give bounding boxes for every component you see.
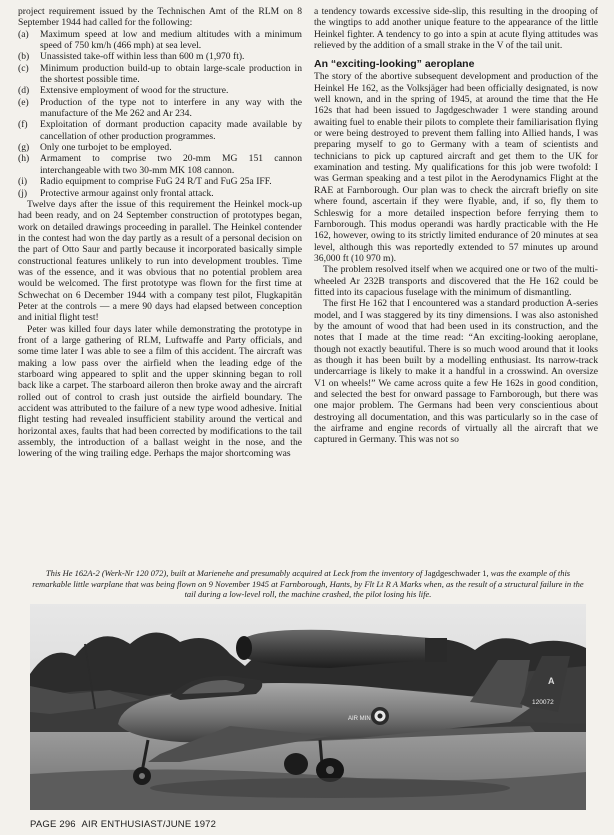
section-heading: An “exciting-looking” aeroplane bbox=[314, 58, 475, 71]
requirement-text: Radio equipment to comprise FuG 24 R/T and FuG 25a IFF. bbox=[40, 176, 272, 188]
requirement-label: (i) bbox=[18, 176, 28, 188]
story-paragraph: The story of the abortive subsequent development and production of the Heinkel He 162, as the Volksjäger had been officially designated, is now well known, and in the spring of 1945, at around the time that the He 162s that had been issued to Jagdgeschwader 1 were standing around awaiting fuel to enable their pilots to complete their familiarisation flying or were being destroyed to prevent them falling into Allied hands, I was preparing myself to go to Germany with a team of scientists and technicians to pick up captured aircraft and get them to the UK for examination and testing. My qualifications for this job were twofold: I was German speaking and a test pilot in the Aerodynamics Flight at the RAE at Farnborough. Our plan was to check the aircraft briefly on site where found, ascertain if they were flyable, and, if so, fly them to Schleswig for a more detailed inspection before ferrying them to Farnborough. This modus operandi was hardly practicable with the He 162, however, owing to its strictly limited endurance of 20 minutes at sea level, although this was reportedly extended to 57 minutes up around 36,000 ft (10 970 m). bbox=[314, 71, 598, 264]
fuselage-marking: AIR MIN bbox=[348, 716, 371, 722]
right-column bbox=[314, 6, 598, 446]
requirement-item bbox=[18, 51, 302, 62]
aircraft-photo bbox=[30, 604, 586, 810]
requirement-label: (h) bbox=[18, 153, 30, 165]
requirement-label: (e) bbox=[18, 96, 29, 108]
requirement-text: Extensive employment of wood for the structure. bbox=[40, 85, 229, 97]
requirement-label: (a) bbox=[18, 28, 29, 40]
left-column bbox=[18, 6, 302, 460]
requirement-item bbox=[18, 29, 302, 52]
requirement-item bbox=[18, 153, 302, 176]
requirement-label: (b) bbox=[18, 51, 30, 63]
continuation-paragraph: a tendency towards excessive side-slip, this resulting in the drooping of the wingtips to add another unique feature to the appearance of the little Heinkel fighter. A tendency to go into a spin at acute flying attitudes was relieved by the addition of a small strake in the V of the tail unit. bbox=[314, 6, 598, 52]
requirement-label: (c) bbox=[18, 62, 29, 74]
requirement-text: Production of the type not to interfere in any way with the manufacture of the Me 262 and Ar 234. bbox=[40, 96, 302, 120]
requirement-item bbox=[18, 97, 302, 120]
caption-part-1: This He 162A-2 (Werk-Nr 120 072), built at Marienehe and presumably acquired at Leck from the inventory of bbox=[45, 568, 423, 578]
requirement-item bbox=[18, 119, 302, 142]
requirement-text: Maximum speed at low and medium altitudes with a minimum speed of 750 km/h (466 mph) at sea level. bbox=[40, 28, 302, 52]
page-number: PAGE 296 bbox=[30, 819, 76, 830]
requirement-text: Exploitation of dormant production capacity made available by cancellation of other production programmes. bbox=[40, 119, 302, 142]
requirement-item bbox=[18, 176, 302, 187]
requirement-item bbox=[18, 188, 302, 199]
intro-paragraph: project requirement issued by the Technischen Amt of the RLM on 8 September 1944 had called for the following: bbox=[18, 6, 302, 29]
caption-part-2: , was the example of this remarkable little warplane that was being flown on 9 November 1945 at Farnborough, Hants, by Flt Lt R A Marks when, as the result of a structural failure in the tail during a low-level roll, the machine crashed, the pilot losing his life. bbox=[32, 568, 584, 600]
requirement-text: Minimum production build-up to obtain large-scale production in the shortest possible time. bbox=[40, 62, 302, 86]
photo-caption bbox=[30, 568, 586, 600]
tail-serial: 120072 bbox=[532, 699, 554, 706]
tail-letter: A bbox=[548, 676, 555, 686]
problem-paragraph: The problem resolved itself when we acquired one or two of the multi-wheeled Ar 232B transports and discovered that the He 162 could be fitted into its capacious fuselage with the minimum of dismantling. bbox=[314, 264, 598, 298]
requirements-list bbox=[18, 29, 302, 199]
requirement-item bbox=[18, 142, 302, 153]
requirement-label: (d) bbox=[18, 85, 30, 97]
mockup-paragraph: Twelve days after the issue of this requirement the Heinkel mock-up had been ready, and on 24 September construction of prototypes began, work on detailed drawings proceeding in parallel. The Heinkel contender in the contest had won the day partly as a result of a personal decision on the part of Otto Saur and partly because it incorporated basically simple constructional features unlikely to run into development troubles. Time was of the essence, and it was obvious that no potential problem area would be welcomed. The first prototype was flown for the first time at Schwechat on 6 December 1944 with a company test pilot, Flugkapitän Peter at the controls — a mere 90 days had elapsed between conception and initial flight test! bbox=[18, 198, 302, 324]
requirement-text: Armament to comprise two 20-mm MG 151 cannon interchangeable with two 30-mm MK 108 cannon. bbox=[40, 153, 302, 176]
caption-unit: Jagdgeschwader 1 bbox=[424, 568, 487, 578]
requirement-text: Only one turbojet to be employed. bbox=[40, 142, 172, 154]
requirement-text: Protective armour against only frontal attack. bbox=[40, 187, 214, 199]
first-encounter-paragraph: The first He 162 that I encountered was a standard production A-series model, and I was staggered by its tiny dimensions. I was also astonished by the amount of wood that had been used in its construction, and the notes that I made at the time read: “An exciting-looking aeroplane, though not exactly beautiful. There is so much wood around that it looks as though it has been built by a modelling enthusiast. Its narrow-track undercarriage is likely to make it a handful in a crosswind. An oversize V1 on wheels!” We came across quite a few He 162s in good condition, and selected the best for onward passage to Farnborough, but there was one major problem. The Germans had been very conscientious about destroying all documentation, and this was particularly so in the case of the airframe and engine records of virtually all the aircraft that we captured in Germany. This was not so bbox=[314, 298, 598, 446]
requirement-item bbox=[18, 63, 302, 86]
page-footer bbox=[30, 819, 216, 830]
requirement-label: (g) bbox=[18, 142, 30, 154]
requirement-item bbox=[18, 85, 302, 96]
requirement-label: (f) bbox=[18, 119, 28, 131]
peter-paragraph: Peter was killed four days later while demonstrating the prototype in front of a large gathering of RLM, Luftwaffe and Party officials, and some time later I was able to see a film of this accident. The aircraft was making a low pass over the airfield when the leading edge of the starboard wing appeared to split and the upper skinning began to roll back like a carpet. The starboard aileron then broke away and the aircraft rolled out of control to crash just outside the airfield boundary. The accident was attributed to the failure of a new type wood adhesive. Initial flight testing had revealed insufficient stability around the vertical and horizontal axes, faults that had been corrected by modifications to the tail assembly, the introduction of a ballast weight in the nose, and the lowering of the wing trailing edge. Perhaps the major shortcoming was bbox=[18, 323, 302, 460]
publication-name: AIR ENTHUSIAST/JUNE 1972 bbox=[81, 819, 217, 830]
requirement-text: Unassisted take-off within less than 600 m (1,970 ft). bbox=[40, 51, 245, 63]
requirement-label: (j) bbox=[18, 187, 28, 199]
